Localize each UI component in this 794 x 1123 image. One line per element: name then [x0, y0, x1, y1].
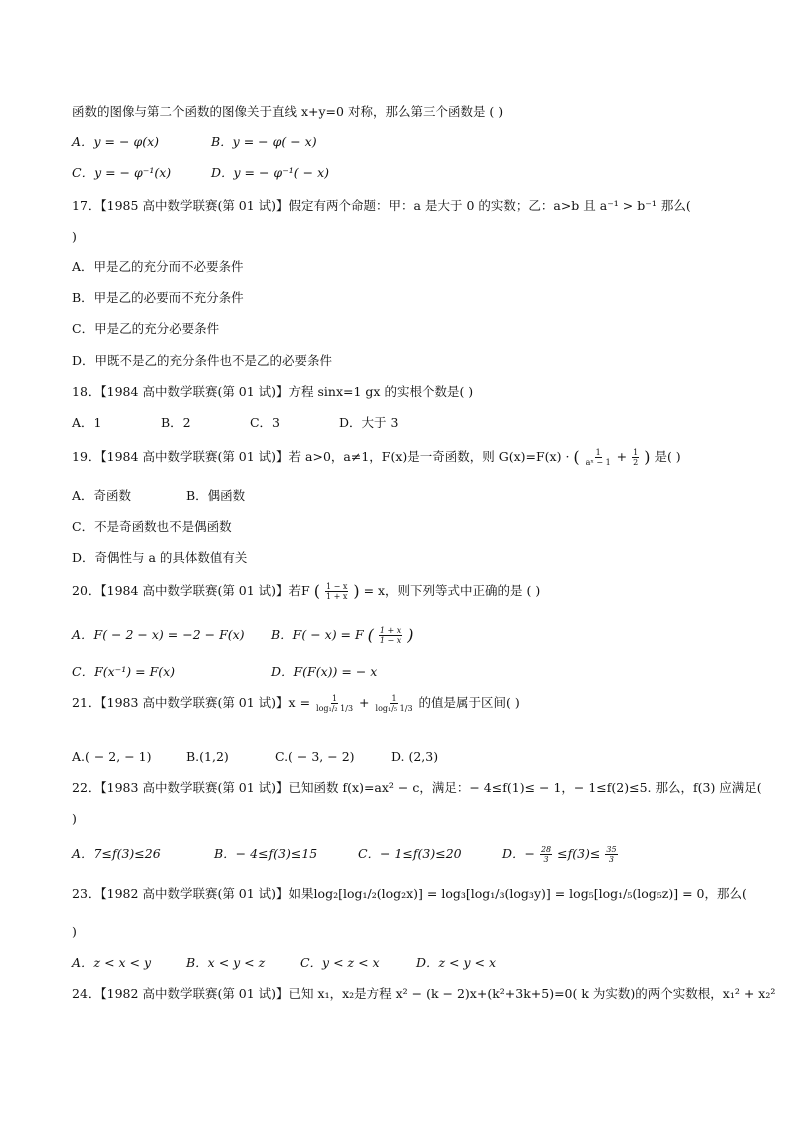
q21-options: [72, 748, 754, 766]
q22-option-d: [502, 845, 619, 864]
q17-stem: 17．【1985 高中数学联赛(第 01 试)】假定有两个命题：甲：a 是大于 0 的实数；乙：a>b 且 a⁻¹ > b⁻¹ 那么(: [72, 198, 691, 213]
q16-stem: 函数的图像与第二个函数的图像关于直线 x+y=0 对称，那么第三个函数是 ( ): [72, 104, 504, 119]
q16-option-d: D．y = − φ⁻¹( − x): [210, 165, 330, 180]
q20-option-b-right-paren: ): [407, 625, 414, 645]
q20-stem: [72, 582, 754, 601]
q20-option-c: C．F(x⁻¹) = F(x): [72, 664, 176, 679]
q20-fraction-num: 1 − x: [325, 582, 348, 591]
q20-left-paren: (: [313, 581, 320, 601]
q19-fraction-2-den: 2: [633, 458, 639, 467]
q22-option-a: A．7≤f(3)≤26: [72, 846, 161, 861]
q18-stem: 18．【1984 高中数学联赛(第 01 试)】方程 sinx=1 gx 的实根个数是( ): [72, 384, 474, 399]
q23-option-c: C．y < z < x: [299, 955, 380, 970]
q20-stem-pre: 20．【1984 高中数学联赛(第 01 试)】若F: [72, 583, 310, 598]
q21-stem: [72, 694, 754, 713]
q23-option-d: D．z < y < x: [415, 955, 497, 970]
q22-option-d-den1: 3: [543, 855, 549, 864]
q20-option-b-left-paren: (: [367, 625, 374, 645]
q20-option-b-fraction: [379, 626, 402, 645]
q22-option-d-den2: 3: [608, 855, 615, 864]
q19-fraction-1: [585, 448, 612, 467]
q22-option-b: B．− 4≤f(3)≤15: [213, 846, 318, 861]
q20-option-b-den: 1 − x: [379, 636, 402, 645]
q22-option-c: C．− 1≤f(3)≤20: [357, 846, 462, 861]
q18-options: [72, 414, 754, 432]
q19-stem-pre: 19．【1984 高中数学联赛(第 01 试)】若 a>0，a≠1，F(x)是一奇函数，则 G(x)=F(x) ·: [72, 449, 570, 464]
q20-options-row2: [72, 663, 754, 681]
q23-option-a: A．z < x < y: [72, 955, 152, 970]
q20-option-a: A．F( − 2 − x) = −2 − F(x): [72, 627, 245, 642]
q22-option-d-fraction-2: [605, 845, 617, 864]
q16-options-row1: [72, 133, 754, 151]
q20-fraction-den: 1 + x: [325, 592, 348, 601]
q23-stem: 23．【1982 高中数学联赛(第 01 试)】如果log₂[log₁/₂(log₂x)] = log₃[log₁/₃(log₃y)] = log₅[log₁/₅(log₅z)] = 0，那么(: [72, 886, 747, 901]
q21-fraction-1-num: 1: [332, 694, 338, 703]
q18-option-d: D．大于 3: [338, 415, 399, 430]
q20-fraction: [325, 582, 348, 601]
q19-stem-post: 是( ): [654, 449, 681, 464]
q19-option-a: A．奇函数: [72, 488, 132, 503]
q19-options-row1: [72, 487, 754, 505]
q19-fraction-2: [632, 448, 639, 467]
q21-fraction-2-num: 1: [391, 694, 397, 703]
q18-option-b: B．2: [160, 415, 191, 430]
q17-option-a: A．甲是乙的充分而不必要条件: [72, 259, 244, 274]
q16-option-b: B．y = − φ( − x): [210, 134, 317, 149]
q20-option-d: D．F(F(x)) = − x: [270, 664, 378, 679]
q19-fraction-2-num: 1: [633, 448, 639, 457]
q19-stem: [72, 448, 754, 467]
q22-option-d-num1: 28: [540, 845, 552, 854]
q21-fraction-1-den: log₁/₂ 1/3: [316, 704, 354, 713]
q23-option-b: B．x < y < z: [185, 955, 266, 970]
q22-option-d-num2: 35: [606, 845, 617, 854]
q16-option-a: A．y = − φ(x): [72, 134, 160, 149]
q19-option-d: D．奇偶性与 a 的具体数值有关: [72, 550, 248, 565]
q22-stem: 22．【1983 高中数学联赛(第 01 试)】已知函数 f(x)=ax² − c，满足：− 4≤f(1)≤ − 1，− 1≤f(2)≤5. 那么，f(3) 应满足(: [72, 780, 762, 795]
q20-option-b-num: 1 + x: [379, 626, 402, 635]
q17-stem-cont: ): [72, 229, 77, 244]
q19-option-b: B．偶函数: [185, 488, 246, 503]
q20-option-b: [271, 626, 414, 645]
q19-fraction-1-den: aˣ − 1: [585, 458, 611, 467]
q21-option-c: C.( − 3, − 2): [274, 749, 355, 764]
q21-option-a: A.( − 2, − 1): [72, 749, 152, 764]
q20-right-paren: ): [353, 581, 360, 601]
q23-stem-cont: ): [72, 924, 77, 939]
q24-stem: 24．【1982 高中数学联赛(第 01 试)】已知 x₁，x₂是方程 x² − (k − 2)x+(k²+3k+5)=0( k 为实数)的两个实数根，x₁² + x₂²: [72, 986, 776, 1001]
q21-option-d: D. (2,3): [390, 749, 439, 764]
q21-stem-post: 的值是属于区间( ): [418, 695, 520, 710]
q21-stem-pre: 21．【1983 高中数学联赛(第 01 试)】x =: [72, 695, 311, 710]
q17-option-c: C．甲是乙的充分必要条件: [72, 321, 220, 336]
q19-fraction-1-num: 1: [595, 448, 601, 457]
q20-options-row1: [72, 626, 754, 645]
q20-option-b-pre: B．F( − x) = F: [270, 627, 364, 642]
q17-option-d: D．甲既不是乙的充分条件也不是乙的必要条件: [72, 353, 333, 368]
q18-option-a: A．1: [72, 415, 102, 430]
q22-stem-cont: ): [72, 811, 77, 826]
q19-plus: +: [616, 449, 628, 464]
q23-options: [72, 954, 754, 972]
q21-option-b: B.(1,2): [185, 749, 229, 764]
q19-option-c: C．不是奇函数也不是偶函数: [72, 519, 232, 534]
q17-option-b: B．甲是乙的必要而不充分条件: [72, 290, 244, 305]
q21-fraction-2-den: log₁/₅ 1/3: [375, 704, 413, 713]
q16-options-row2: [72, 164, 754, 182]
q22-option-d-fraction-1: [540, 845, 552, 864]
q16-option-c: C．y = − φ⁻¹(x): [72, 165, 172, 180]
q21-plus: +: [359, 695, 370, 710]
q20-stem-post: = x，则下列等式中正确的是 ( ): [363, 583, 541, 598]
q19-right-paren: ): [644, 447, 651, 467]
q21-fraction-1: [315, 694, 354, 713]
q22-option-d-pre: D．−: [501, 846, 535, 861]
q22-options: [72, 845, 754, 864]
q18-option-c: C．3: [249, 415, 280, 430]
q21-fraction-2: [375, 694, 414, 713]
q19-left-paren: (: [573, 447, 580, 467]
q22-option-d-mid: ≤f(3)≤: [557, 846, 601, 861]
